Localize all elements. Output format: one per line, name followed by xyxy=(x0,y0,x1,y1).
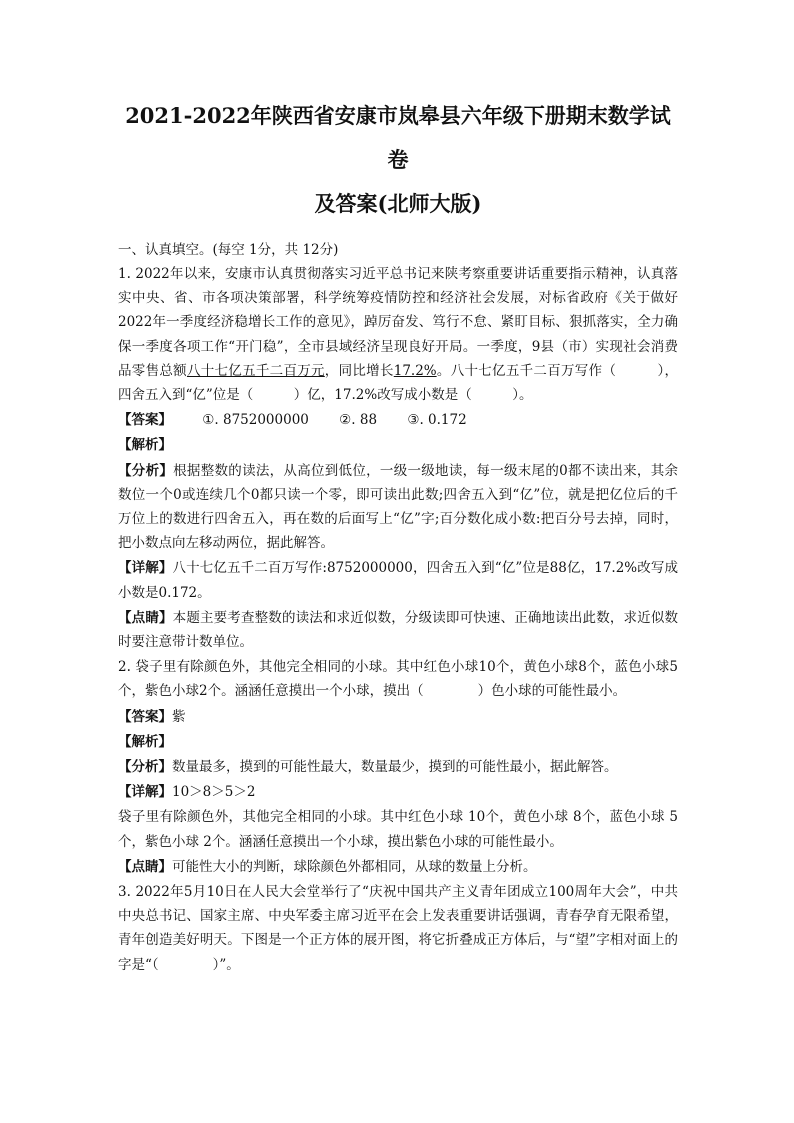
dianjing-label: 【点睛】 xyxy=(118,609,173,626)
question-2-fenxi xyxy=(118,755,678,779)
answer-value: 紫 xyxy=(172,708,186,725)
question-1-answer xyxy=(118,408,678,432)
question-1-dianjing xyxy=(118,606,678,654)
question-1 xyxy=(118,262,678,407)
xiangjie-label: 【详解】 xyxy=(118,560,173,577)
xiangjie-text: 八十七亿五千二百万写作:8752000000，四舍五入到“亿”位是88亿，17.2%改写成小数是0.172。 xyxy=(118,560,679,601)
question-2-xiangjie xyxy=(118,780,678,804)
analysis-label: 【解析】 xyxy=(118,437,172,454)
xiangjie-label: 【详解】 xyxy=(118,784,172,801)
question-1-text-c: 。八十七亿五千二百万写作（ ），四舍五入到“亿”位是（ ）亿，17.2%改写成小数是（ ）。 xyxy=(118,362,679,404)
answer-item: ②. 88 xyxy=(339,412,378,429)
fenxi-text: 数量最多，摸到的可能性最大，数量最少，摸到的可能性最小，据此解答。 xyxy=(172,759,618,776)
question-1-xiangjie xyxy=(118,556,678,604)
document-page xyxy=(118,94,678,977)
xiangjie-text: 10＞8＞5＞2 xyxy=(172,784,256,801)
title-line-2: 及答案(北师大版) xyxy=(314,191,482,216)
answer-label: 【答案】 xyxy=(118,412,172,429)
question-1-text-b: ，同比增长 xyxy=(324,362,394,379)
answer-item: ①. 8752000000 xyxy=(202,412,309,429)
title-line-1: 2021-2022年陕西省安康市岚皋县六年级下册期末数学试卷 xyxy=(125,103,671,172)
section-heading: 一、认真填空。(每空 1分，共 12分) xyxy=(118,242,339,258)
question-1-text-a: 1. 2022年以来，安康市认真贯彻落实习近平总书记来陕考察重要讲话重要指示精神，认真落实中央、省、市各项决策部署，科学统筹疫情防控和经济社会发展，对标省政府《关于做好 2022年一季度经济稳增长工作的意见》，踔厉奋发、笃行不怠、紧盯目标、狠抓落实，全力确保一季度各项工作“开门稳”，全市县域经济呈现良好开局。一季度，9县（市）实现社会消费品零售总额 xyxy=(118,266,678,379)
dianjing-text: 可能性大小的判断，球除颜色外都相同，从球的数量上分析。 xyxy=(172,858,537,875)
question-2-xiangjie-body: 袋子里有除颜色外，其他完全相同的小球。其中红色小球 10个，黄色小球 8个，蓝色小球 5个，紫色小球 2个。涵涵任意摸出一个小球，摸出紫色小球的可能性最小。 xyxy=(118,809,678,850)
question-2-dianjing xyxy=(118,855,678,879)
fenxi-text: 根据整数的读法，从高位到低位，一级一级地读，每一级末尾的0都不读出来，其余数位一个0或连续几个0都只读一个零，即可读出此数;四舍五入到“亿”位，就是把亿位后的千万位上的数进行四舍五入，再在数的后面写上“亿”字;百分数化成小数:把百分号去掉，同时，把小数点向左移动两位，据此解答。 xyxy=(118,462,678,552)
fenxi-label: 【分析】 xyxy=(118,462,174,479)
dianjing-label: 【点睛】 xyxy=(118,858,172,875)
question-1-underline-2: 17.2% xyxy=(393,362,437,379)
question-1-fenxi xyxy=(118,459,678,556)
analysis-label: 【解析】 xyxy=(118,733,172,750)
dianjing-text: 本题主要考查整数的读法和求近似数，分级读即可快速、正确地读出此数，求近似数时要注意带计数单位。 xyxy=(118,609,679,651)
question-1-underline-1: 八十七亿五千二百万元 xyxy=(186,362,325,379)
question-3: 3. 2022年5月10日在人民大会堂举行了“庆祝中国共产主义青年团成立100周年大会”，中共中央总书记、国家主席、中央军委主席习近平在会上发表重要讲话强调，青春孕育无限希望，青年创造美好明天。下图是一个正方体的展开图，将它折叠成正方体后，与“望”字相对面上的字是“（ ）”。 xyxy=(118,884,678,973)
answer-label: 【答案】 xyxy=(118,708,172,725)
fenxi-label: 【分析】 xyxy=(118,759,172,776)
question-2: 2. 袋子里有除颜色外，其他完全相同的小球。其中红色小球10个，黄色小球8个，蓝色小球5个，紫色小球2个。涵涵任意摸出一个小球，摸出（ ）色小球的可能性最小。 xyxy=(118,659,678,700)
question-2-answer xyxy=(118,705,678,729)
answer-item: ③. 0.172 xyxy=(407,412,467,429)
document-title xyxy=(118,94,678,226)
